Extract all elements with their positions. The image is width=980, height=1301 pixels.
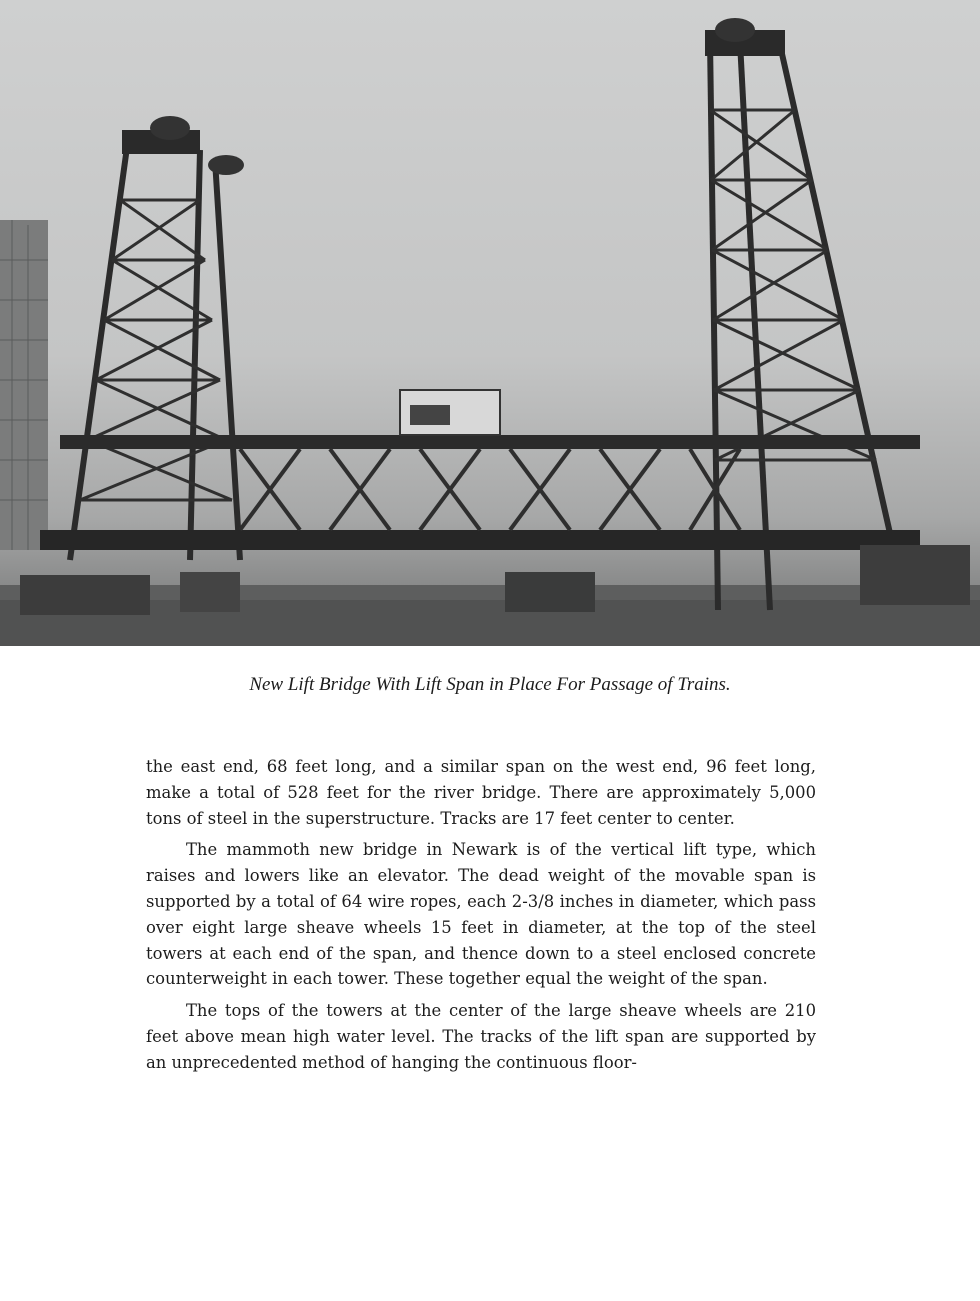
paragraph-2: The mammoth new bridge in Newark is of the vertical lift type, which raises and lowers like an elevator. The dead weight of the movable span is supported by a total of 64 wire ropes, each 2-3/8 inches in diameter, which pass over eight large sheave wheels 15 feet in diameter, at the top of the steel towers at each end of the span, and thence down to a steel enclosed concrete counterweight in each tower. These together equal the weight of the span. xyxy=(146,840,816,989)
photo-caption: New Lift Bridge With Lift Span in Place For Passage of Trains. xyxy=(249,674,731,695)
lift-bridge-photo xyxy=(0,0,980,646)
lift-bridge-illustration xyxy=(0,0,980,646)
article-body xyxy=(146,754,816,1082)
paragraph-3: The tops of the towers at the center of the large sheave wheels are 210 feet above mean high water level. The tracks of the lift span are supported by an unprecedented method of hanging the continuous floor- xyxy=(146,1001,816,1072)
paragraph-1: the east end, 68 feet long, and a similar span on the west end, 96 feet long, make a total of 528 feet for the river bridge. There are approximately 5,000 tons of steel in the superstructure. Tracks are 17 feet center to center. xyxy=(146,757,816,828)
